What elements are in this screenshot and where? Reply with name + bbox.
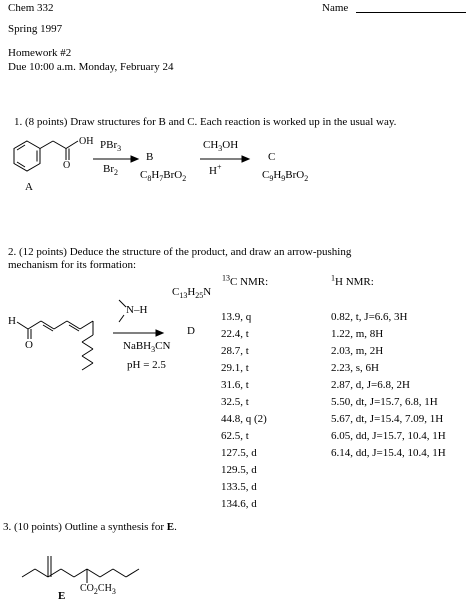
c13-shift-row: 133.5, d: [221, 481, 257, 493]
reagent-ph: pH = 2.5: [127, 359, 166, 371]
h1-shift-row: 1.22, m, 8H: [331, 328, 384, 340]
oh-label: OH: [79, 136, 94, 147]
product-b-label: B: [146, 151, 154, 163]
question-2-prompt-line2: mechanism for its formation:: [8, 259, 136, 271]
aldehyde-h-label: H: [8, 315, 16, 327]
aldehyde-o-label: O: [25, 339, 33, 351]
c13-shift-row: 22.4, t: [221, 328, 249, 340]
reagent-nabh3cn: NaBH$_3$CN: [123, 340, 171, 355]
reaction-arrow-2: [200, 156, 249, 162]
c13-shift-row: 127.5, d: [221, 447, 257, 459]
c13-shift-row: 129.5, d: [221, 464, 257, 476]
reaction-arrow-3: [113, 330, 163, 336]
c13-nmr-header: $^{13}$C NMR:: [222, 273, 269, 288]
h1-shift-row: 2.87, d, J=6.8, 2H: [331, 379, 410, 391]
formula-c: $C_9H_9BrO_2$: [262, 169, 309, 184]
h1-shift-row: 6.05, dd, J=15.7, 10.4, 1H: [331, 430, 446, 442]
reaction-arrow-1: [93, 156, 138, 162]
amine-nh-label: N–H: [126, 304, 148, 316]
compound-a-label: A: [25, 181, 33, 193]
c13-shift-row: 134.6, d: [221, 498, 257, 510]
question-1-prompt: 1. (8 points) Draw structures for B and C. Each reaction is worked up in the usual way.: [14, 116, 397, 128]
product-d-label: D: [187, 325, 195, 337]
c13-shift-row: 32.5, t: [221, 396, 249, 408]
compound-e-label: E: [58, 590, 66, 602]
c13-shift-row: 29.1, t: [221, 362, 249, 374]
h1-shift-row: 0.82, t, J=6.6, 3H: [331, 311, 408, 323]
due-date: Due 10:00 a.m. Monday, February 24: [8, 61, 174, 73]
h1-nmr-header: $^1$H NMR:: [331, 273, 374, 288]
term: Spring 1997: [8, 23, 63, 35]
reagent-br2: $Br_2$: [103, 163, 118, 178]
c13-shift-row: 28.7, t: [221, 345, 249, 357]
c13-shift-row: 44.8, q (2): [221, 413, 267, 425]
formula-b: $C_8H_7BrO_2$: [140, 169, 187, 184]
h1-shift-row: 6.14, dd, J=15.4, 10.4, 1H: [331, 447, 446, 459]
homework-title: Homework #2: [8, 47, 72, 59]
c13-shift-row: 31.6, t: [221, 379, 249, 391]
reagent-acid: H+: [209, 162, 222, 177]
carbonyl-o-label: O: [63, 160, 71, 171]
reagent-pbr3: PBr$_3$: [100, 139, 122, 154]
structure-e: [22, 556, 139, 583]
c13-shift-row: 62.5, t: [221, 430, 249, 442]
question-3-prompt: 3. (10 points) Outline a synthesis for E.: [3, 521, 177, 533]
dimethylamine-structure: [119, 300, 126, 322]
ester-label: $CO_2CH_3$: [80, 583, 116, 596]
course-title: Chem 332: [8, 2, 54, 14]
c13-shift-row: 13.9, q: [221, 311, 252, 323]
question-2-prompt-line1: 2. (12 points) Deduce the structure of the product, and draw an arrow-pushing: [8, 246, 352, 258]
h1-shift-row: 5.67, dt, J=15.4, 7.09, 1H: [331, 413, 444, 425]
product-c-label: C: [268, 151, 276, 163]
reagent-methanol: $CH_3OH$: [203, 139, 239, 154]
h1-shift-row: 2.03, m, 2H: [331, 345, 384, 357]
h1-shift-row: 2.23, s, 6H: [331, 362, 379, 374]
h1-shift-row: 5.50, dt, J=15.7, 6.8, 1H: [331, 396, 438, 408]
name-label: Name: [322, 2, 349, 14]
product-formula: $C_{13}H_{25}N$: [172, 286, 212, 301]
